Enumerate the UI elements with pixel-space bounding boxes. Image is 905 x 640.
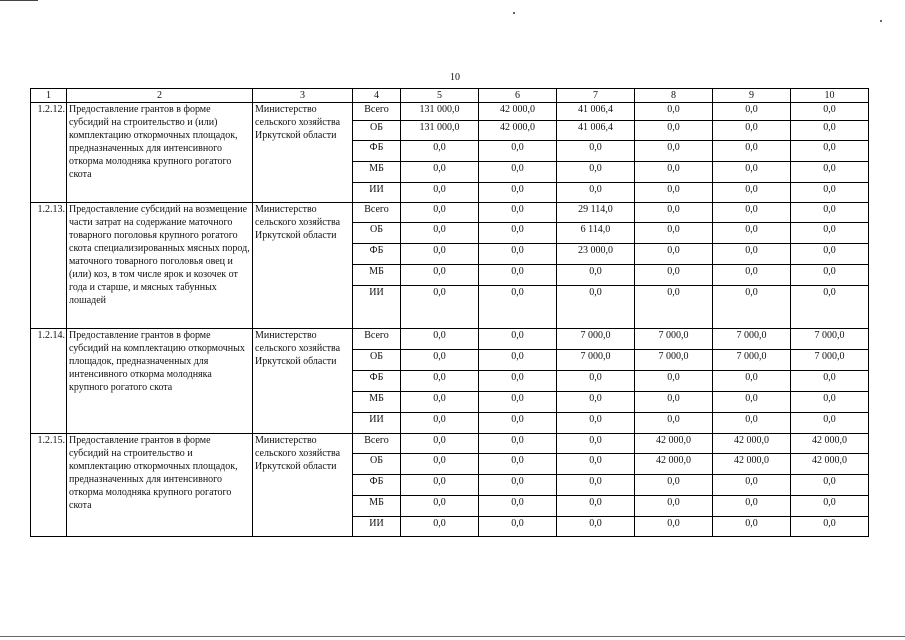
funding-source-cell: ИИ [353, 413, 401, 434]
funding-source-cell: ФБ [353, 371, 401, 392]
amount-cell: 7 000,0 [791, 350, 869, 371]
funding-source-cell: Всего [353, 329, 401, 350]
amount-cell: 42 000,0 [479, 121, 557, 141]
row-code-cell: 1.2.13. [31, 203, 67, 329]
funding-source-cell: ОБ [353, 223, 401, 244]
row-org-cell: Министерство сельского хозяйства Иркутской области [253, 329, 353, 434]
amount-cell: 0,0 [479, 162, 557, 183]
amount-cell: 0,0 [479, 286, 557, 329]
amount-cell: 0,0 [401, 434, 479, 454]
amount-cell: 0,0 [401, 454, 479, 475]
amount-cell: 0,0 [479, 371, 557, 392]
amount-cell: 0,0 [557, 517, 635, 537]
funding-source-cell: ОБ [353, 121, 401, 141]
amount-cell: 0,0 [401, 244, 479, 265]
amount-cell: 0,0 [791, 203, 869, 223]
amount-cell: 0,0 [713, 223, 791, 244]
amount-cell: 7 000,0 [557, 350, 635, 371]
amount-cell: 7 000,0 [635, 350, 713, 371]
amount-cell: 0,0 [635, 517, 713, 537]
amount-cell: 0,0 [791, 265, 869, 286]
funding-source-cell: Всего [353, 103, 401, 121]
amount-cell: 0,0 [401, 183, 479, 203]
row-org-cell: Министерство сельского хозяйства Иркутской области [253, 434, 353, 537]
amount-cell: 0,0 [557, 141, 635, 162]
amount-cell: 0,0 [401, 350, 479, 371]
amount-cell: 0,0 [635, 223, 713, 244]
amount-cell: 42 000,0 [713, 454, 791, 475]
funding-source-cell: МБ [353, 496, 401, 517]
amount-cell: 0,0 [791, 475, 869, 496]
amount-cell: 0,0 [791, 413, 869, 434]
column-number-cell: 4 [353, 89, 401, 103]
funding-source-cell: Всего [353, 203, 401, 223]
amount-cell: 7 000,0 [635, 329, 713, 350]
amount-cell: 0,0 [713, 392, 791, 413]
table-row [31, 203, 869, 223]
funding-source-cell: ФБ [353, 141, 401, 162]
amount-cell: 0,0 [479, 223, 557, 244]
amount-cell: 0,0 [557, 475, 635, 496]
amount-cell: 0,0 [479, 183, 557, 203]
amount-cell: 0,0 [635, 265, 713, 286]
amount-cell: 0,0 [713, 265, 791, 286]
amount-cell: 0,0 [557, 413, 635, 434]
amount-cell: 0,0 [401, 496, 479, 517]
amount-cell: 0,0 [635, 413, 713, 434]
funding-source-cell: МБ [353, 265, 401, 286]
amount-cell: 0,0 [401, 286, 479, 329]
amount-cell: 0,0 [791, 517, 869, 537]
funding-source-cell: ФБ [353, 244, 401, 265]
amount-cell: 0,0 [791, 286, 869, 329]
amount-cell: 0,0 [557, 434, 635, 454]
amount-cell: 0,0 [791, 162, 869, 183]
amount-cell: 42 000,0 [635, 434, 713, 454]
amount-cell: 0,0 [479, 244, 557, 265]
amount-cell: 41 006,4 [557, 103, 635, 121]
amount-cell: 0,0 [635, 141, 713, 162]
amount-cell: 0,0 [713, 162, 791, 183]
scan-edge-mark [0, 0, 38, 1]
amount-cell: 0,0 [479, 392, 557, 413]
column-number-cell: 10 [791, 89, 869, 103]
amount-cell: 0,0 [479, 141, 557, 162]
amount-cell: 0,0 [713, 103, 791, 121]
row-org-cell: Министерство сельского хозяйства Иркутской области [253, 103, 353, 203]
amount-cell: 0,0 [635, 183, 713, 203]
amount-cell: 0,0 [401, 203, 479, 223]
amount-cell: 41 006,4 [557, 121, 635, 141]
column-number-cell: 8 [635, 89, 713, 103]
amount-cell: 0,0 [635, 121, 713, 141]
amount-cell: 0,0 [401, 371, 479, 392]
row-code-cell: 1.2.12. [31, 103, 67, 203]
amount-cell: 0,0 [557, 183, 635, 203]
row-code-cell: 1.2.14. [31, 329, 67, 434]
amount-cell: 0,0 [635, 392, 713, 413]
funding-source-cell: ИИ [353, 183, 401, 203]
amount-cell: 0,0 [713, 413, 791, 434]
amount-cell: 42 000,0 [791, 454, 869, 475]
amount-cell: 0,0 [713, 496, 791, 517]
amount-cell: 7 000,0 [791, 329, 869, 350]
amount-cell: 23 000,0 [557, 244, 635, 265]
amount-cell: 42 000,0 [791, 434, 869, 454]
row-org-cell: Министерство сельского хозяйства Иркутской области [253, 203, 353, 329]
funding-source-cell: ОБ [353, 454, 401, 475]
amount-cell: 0,0 [401, 162, 479, 183]
amount-cell: 7 000,0 [713, 329, 791, 350]
amount-cell: 0,0 [713, 517, 791, 537]
row-desc-cell: Предоставление грантов в форме субсидий на строительство и комплектацию откормочных площадок, предназначенных для интенсивного откорма молодняка крупного рогатого скота [67, 434, 253, 537]
amount-cell: 0,0 [635, 496, 713, 517]
amount-cell: 0,0 [401, 475, 479, 496]
amount-cell: 0,0 [635, 286, 713, 329]
column-number-cell: 9 [713, 89, 791, 103]
amount-cell: 0,0 [401, 517, 479, 537]
amount-cell: 131 000,0 [401, 103, 479, 121]
amount-cell: 0,0 [791, 103, 869, 121]
amount-cell: 131 000,0 [401, 121, 479, 141]
amount-cell: 0,0 [713, 244, 791, 265]
scan-speck [513, 12, 515, 14]
column-number-cell: 3 [253, 89, 353, 103]
column-number-cell: 1 [31, 89, 67, 103]
amount-cell: 42 000,0 [713, 434, 791, 454]
amount-cell: 0,0 [401, 329, 479, 350]
amount-cell: 42 000,0 [635, 454, 713, 475]
amount-cell: 0,0 [557, 286, 635, 329]
column-number-cell: 7 [557, 89, 635, 103]
amount-cell: 0,0 [401, 223, 479, 244]
amount-cell: 0,0 [791, 141, 869, 162]
amount-cell: 0,0 [479, 203, 557, 223]
column-number-cell: 2 [67, 89, 253, 103]
amount-cell: 0,0 [479, 434, 557, 454]
amount-cell: 0,0 [479, 350, 557, 371]
amount-cell: 0,0 [557, 454, 635, 475]
funding-source-cell: ФБ [353, 475, 401, 496]
amount-cell: 0,0 [791, 244, 869, 265]
amount-cell: 0,0 [401, 413, 479, 434]
amount-cell: 0,0 [791, 223, 869, 244]
amount-cell: 0,0 [557, 371, 635, 392]
funding-source-cell: ИИ [353, 517, 401, 537]
amount-cell: 0,0 [479, 454, 557, 475]
amount-cell: 0,0 [479, 329, 557, 350]
amount-cell: 0,0 [401, 141, 479, 162]
amount-cell: 0,0 [713, 183, 791, 203]
amount-cell: 0,0 [713, 475, 791, 496]
amount-cell: 0,0 [635, 203, 713, 223]
amount-cell: 0,0 [791, 392, 869, 413]
amount-cell: 0,0 [635, 371, 713, 392]
amount-cell: 0,0 [791, 183, 869, 203]
budget-table [30, 88, 869, 537]
scan-speck [880, 20, 882, 22]
amount-cell: 0,0 [557, 162, 635, 183]
amount-cell: 29 114,0 [557, 203, 635, 223]
amount-cell: 0,0 [791, 496, 869, 517]
table-row [31, 434, 869, 454]
amount-cell: 0,0 [479, 517, 557, 537]
amount-cell: 0,0 [713, 203, 791, 223]
amount-cell: 0,0 [635, 475, 713, 496]
amount-cell: 0,0 [791, 121, 869, 141]
amount-cell: 0,0 [479, 265, 557, 286]
funding-source-cell: МБ [353, 392, 401, 413]
amount-cell: 0,0 [713, 121, 791, 141]
amount-cell: 42 000,0 [479, 103, 557, 121]
row-code-cell: 1.2.15. [31, 434, 67, 537]
header-row [31, 89, 869, 103]
amount-cell: 7 000,0 [713, 350, 791, 371]
row-desc-cell: Предоставление субсидий на возмещение части затрат на содержание маточного товарного поголовья крупного рогатого скота специализированных мясных пород, маточного товарного поголовья овец и (или) коз, в том числе ярок и козочек от года и старше, и мясных табунных лошадей [67, 203, 253, 329]
amount-cell: 0,0 [713, 286, 791, 329]
table-row [31, 329, 869, 350]
amount-cell: 0,0 [401, 392, 479, 413]
amount-cell: 0,0 [713, 371, 791, 392]
amount-cell: 0,0 [401, 265, 479, 286]
table-row [31, 103, 869, 121]
amount-cell: 0,0 [479, 496, 557, 517]
amount-cell: 0,0 [479, 413, 557, 434]
amount-cell: 7 000,0 [557, 329, 635, 350]
funding-source-cell: Всего [353, 434, 401, 454]
row-desc-cell: Предоставление грантов в форме субсидий на строительство и (или) комплектацию откормочных площадок, предназначенных для интенсивного откорма молодняка крупного рогатого скота [67, 103, 253, 203]
row-desc-cell: Предоставление грантов в форме субсидий на комплектацию откормочных площадок, предназначенных для интенсивного откорма молодняка крупного рогатого скота [67, 329, 253, 434]
scan-edge-line [0, 636, 905, 637]
funding-source-cell: МБ [353, 162, 401, 183]
column-number-cell: 5 [401, 89, 479, 103]
amount-cell: 0,0 [557, 392, 635, 413]
amount-cell: 0,0 [479, 475, 557, 496]
amount-cell: 0,0 [791, 371, 869, 392]
amount-cell: 0,0 [713, 141, 791, 162]
amount-cell: 0,0 [557, 265, 635, 286]
amount-cell: 0,0 [635, 162, 713, 183]
amount-cell: 0,0 [635, 244, 713, 265]
amount-cell: 0,0 [635, 103, 713, 121]
amount-cell: 0,0 [557, 496, 635, 517]
column-number-cell: 6 [479, 89, 557, 103]
page-number: 10 [450, 72, 460, 83]
funding-source-cell: ИИ [353, 286, 401, 329]
table-body [31, 89, 869, 537]
amount-cell: 6 114,0 [557, 223, 635, 244]
funding-source-cell: ОБ [353, 350, 401, 371]
